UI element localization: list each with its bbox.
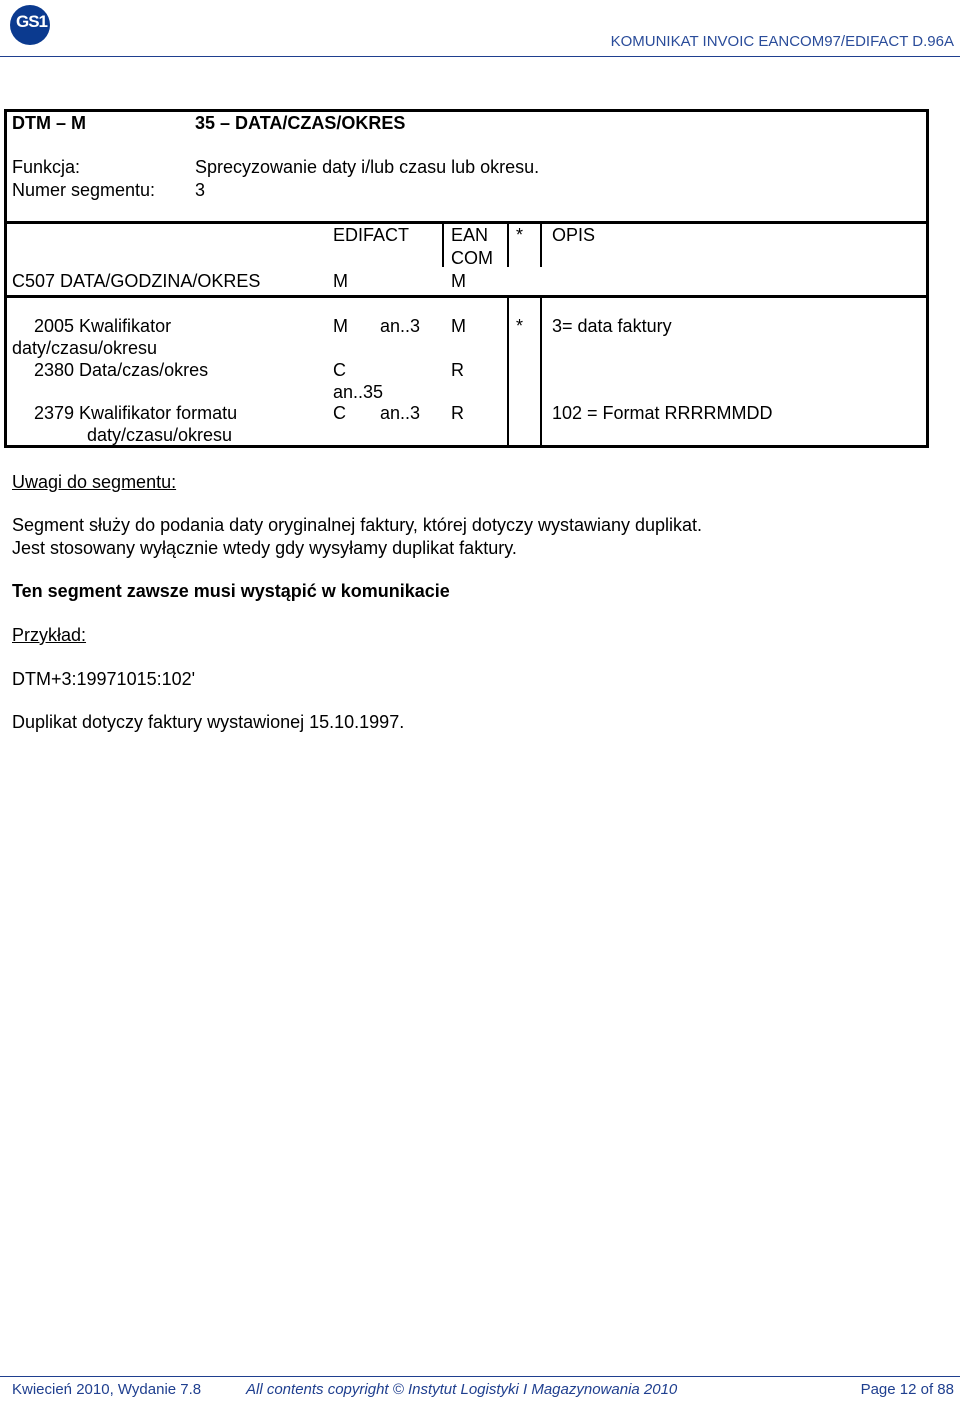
composite-edifact: M [333, 271, 348, 291]
row-edifact-status: C [333, 360, 346, 380]
row-opis: 102 = Format RRRRMMDD [552, 403, 773, 423]
table-col-divider [540, 221, 542, 267]
segment-number-value: 3 [195, 180, 206, 200]
row-element-name: 2380 Data/czas/okres [34, 360, 209, 380]
notes-paragraph-line: Segment służy do podania daty oryginalnej faktury, której dotyczy wystawiany duplikat. [12, 515, 703, 535]
segment-tag: DTM – M [12, 113, 86, 133]
table-row-divider [4, 295, 929, 298]
composite-label: C507 DATA/GODZINA/OKRES [12, 271, 261, 291]
row-edifact-format: an..3 [380, 316, 421, 336]
footer-edition: Kwiecień 2010, Wydanie 7.8 [12, 1381, 202, 1398]
example-heading: Przykład: [12, 625, 87, 645]
row-edifact-format: an..3 [380, 403, 421, 423]
mandatory-note: Ten segment zawsze musi wystąpić w komunikacie [12, 581, 450, 601]
notes-paragraph-line: Jest stosowany wyłącznie wtedy gdy wysyłamy duplikat faktury. [12, 538, 517, 558]
header-edifact: EDIFACT [333, 225, 410, 245]
segment-name: 35 – DATA/CZAS/OKRES [195, 113, 406, 133]
row-ean-status: R [451, 403, 464, 423]
header-ean: EAN [451, 225, 489, 245]
row-edifact-status: M [333, 316, 348, 336]
footer-divider [0, 1376, 960, 1377]
row-ean-status: R [451, 360, 464, 380]
gs1-logo-text: GS1 [16, 12, 48, 31]
header-com: COM [451, 248, 493, 268]
table-col-divider [507, 295, 509, 448]
header-opis: OPIS [552, 225, 596, 245]
composite-ean: M [451, 271, 466, 291]
table-col-divider [540, 295, 542, 448]
function-label: Funkcja: [12, 157, 81, 177]
notes-heading: Uwagi do segmentu: [12, 472, 177, 492]
header-star: * [516, 225, 524, 245]
row-edifact-status: C [333, 403, 346, 423]
row-star: * [516, 316, 524, 336]
example-description: Duplikat dotyczy faktury wystawionej 15.10.1997. [12, 712, 405, 732]
row-element-name: 2005 Kwalifikator [34, 316, 172, 336]
segment-number-label: Numer segmentu: [12, 180, 156, 200]
table-col-divider [442, 221, 444, 267]
footer-copyright: All contents copyright © Instytut Logistyki I Magazynowania 2010 [246, 1381, 678, 1398]
row-edifact-format: an..35 [333, 382, 384, 402]
header-divider [0, 56, 960, 57]
footer-page-number: Page 12 of 88 [860, 1381, 954, 1398]
row-element-name: 2379 Kwalifikator formatu [34, 403, 238, 423]
function-value: Sprecyzowanie daty i/lub czasu lub okresu. [195, 157, 540, 177]
table-col-divider [507, 221, 509, 267]
example-code: DTM+3:19971015:102' [12, 669, 196, 689]
row-element-name-cont: daty/czasu/okresu [12, 338, 158, 358]
row-opis: 3= data faktury [552, 316, 672, 336]
row-ean-status: M [451, 316, 466, 336]
document-title: KOMUNIKAT INVOIC EANCOM97/EDIFACT D.96A [610, 33, 954, 50]
row-element-name-cont: daty/czasu/okresu [87, 425, 233, 445]
